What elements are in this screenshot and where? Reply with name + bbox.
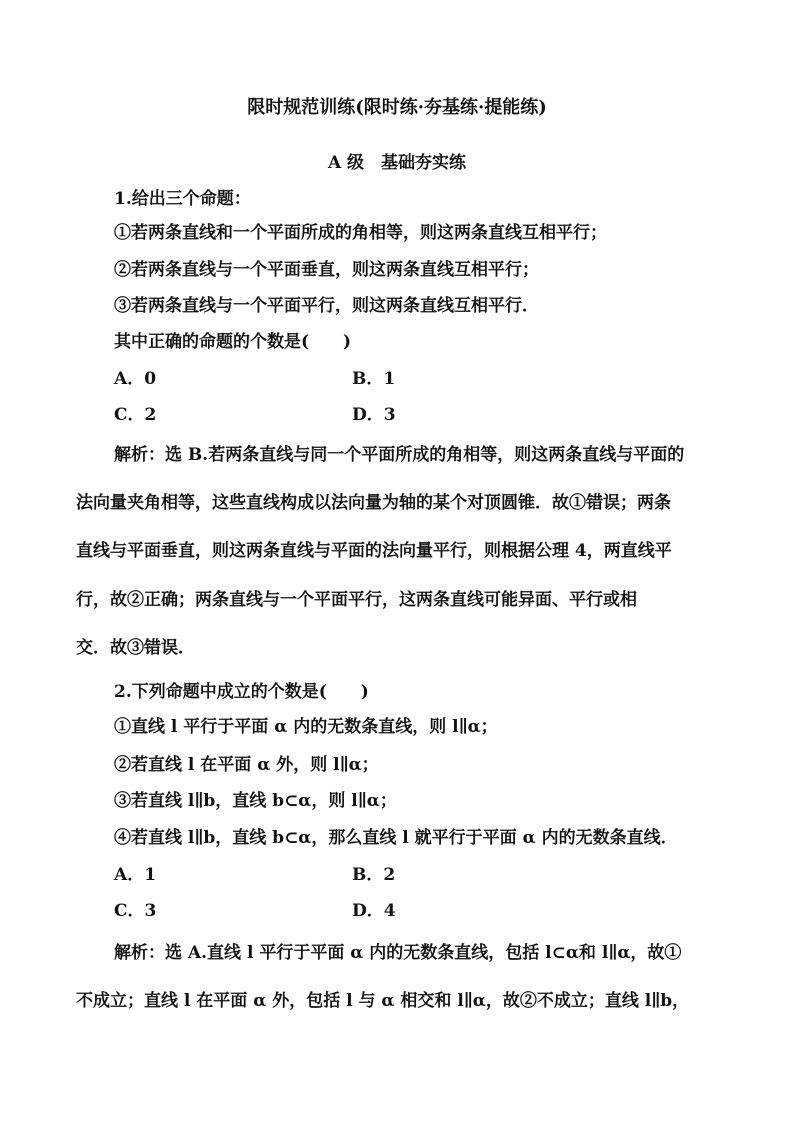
q2-item: ①直线 l 平行于平面 α 内的无数条直线，则 l∥α； bbox=[114, 717, 498, 737]
q1-option-b: B．1 bbox=[352, 369, 396, 389]
q2-analysis-line: 解析：选 A.直线 l 平行于平面 α 内的无数条直线，包括 l⊂α和 l∥α，故① bbox=[114, 943, 682, 963]
q1-option-a: A．0 bbox=[114, 369, 157, 389]
q2-analysis-line: 不成立；直线 l 在平面 α 外，包括 l 与 α 相交和 l∥α，故②不成立；直线 l∥b， bbox=[76, 991, 690, 1011]
page-title: 限时规范训练(限时练·夯基练·提能练) bbox=[247, 97, 547, 118]
q2-option-b: B．2 bbox=[352, 865, 396, 885]
q2-item: ④若直线 l∥b，直线 b⊂α，那么直线 l 就平行于平面 α 内的无数条直线． bbox=[114, 828, 678, 848]
q1-analysis-line: 直线与平面垂直，则这两条直线与平面的法向量平行，则根据公理 4，两直线平 bbox=[76, 541, 672, 561]
q2-item: ②若直线 l 在平面 α 外，则 l∥α； bbox=[114, 755, 379, 775]
q1-analysis-line: 交．故③错误． bbox=[76, 638, 195, 658]
q1-analysis-line: 法向量夹角相等，这些直线构成以法向量为轴的某个对顶圆锥．故①错误；两条 bbox=[76, 493, 671, 513]
q1-item: ③若两条直线与一个平面平行，则这两条直线互相平行． bbox=[114, 296, 539, 316]
q1-analysis-line: 解析：选 B.若两条直线与同一个平面所成的角相等，则这两条直线与平面的 bbox=[114, 445, 685, 465]
section-heading: A 级 基础夯实练 bbox=[327, 153, 467, 173]
q1-option-c: C．2 bbox=[114, 405, 157, 425]
q1-question: 其中正确的命题的个数是( ) bbox=[114, 332, 352, 352]
q1-item: ②若两条直线与一个平面垂直，则这两条直线互相平行； bbox=[114, 260, 539, 280]
q1-options-row-2 bbox=[114, 404, 614, 426]
q1-option-d: D．3 bbox=[352, 405, 396, 425]
q2-options-row-2 bbox=[114, 900, 614, 922]
q2-option-a: A．1 bbox=[114, 865, 157, 885]
q1-analysis-line: 行，故②正确；两条直线与一个平面平行，这两条直线可能异面、平行或相 bbox=[76, 590, 637, 610]
q2-item: ③若直线 l∥b，直线 b⊂α，则 l∥α； bbox=[114, 791, 397, 811]
q1-options-row-1 bbox=[114, 368, 614, 390]
q2-stem: 2.下列命题中成立的个数是( ) bbox=[114, 682, 369, 702]
q1-item: ①若两条直线和一个平面所成的角相等，则这两条直线互相平行； bbox=[114, 223, 607, 243]
q1-stem: 1.给出三个命题： bbox=[114, 189, 251, 209]
q2-options-row-1 bbox=[114, 864, 614, 886]
q2-option-d: D．4 bbox=[352, 901, 396, 921]
q2-option-c: C．3 bbox=[114, 901, 157, 921]
